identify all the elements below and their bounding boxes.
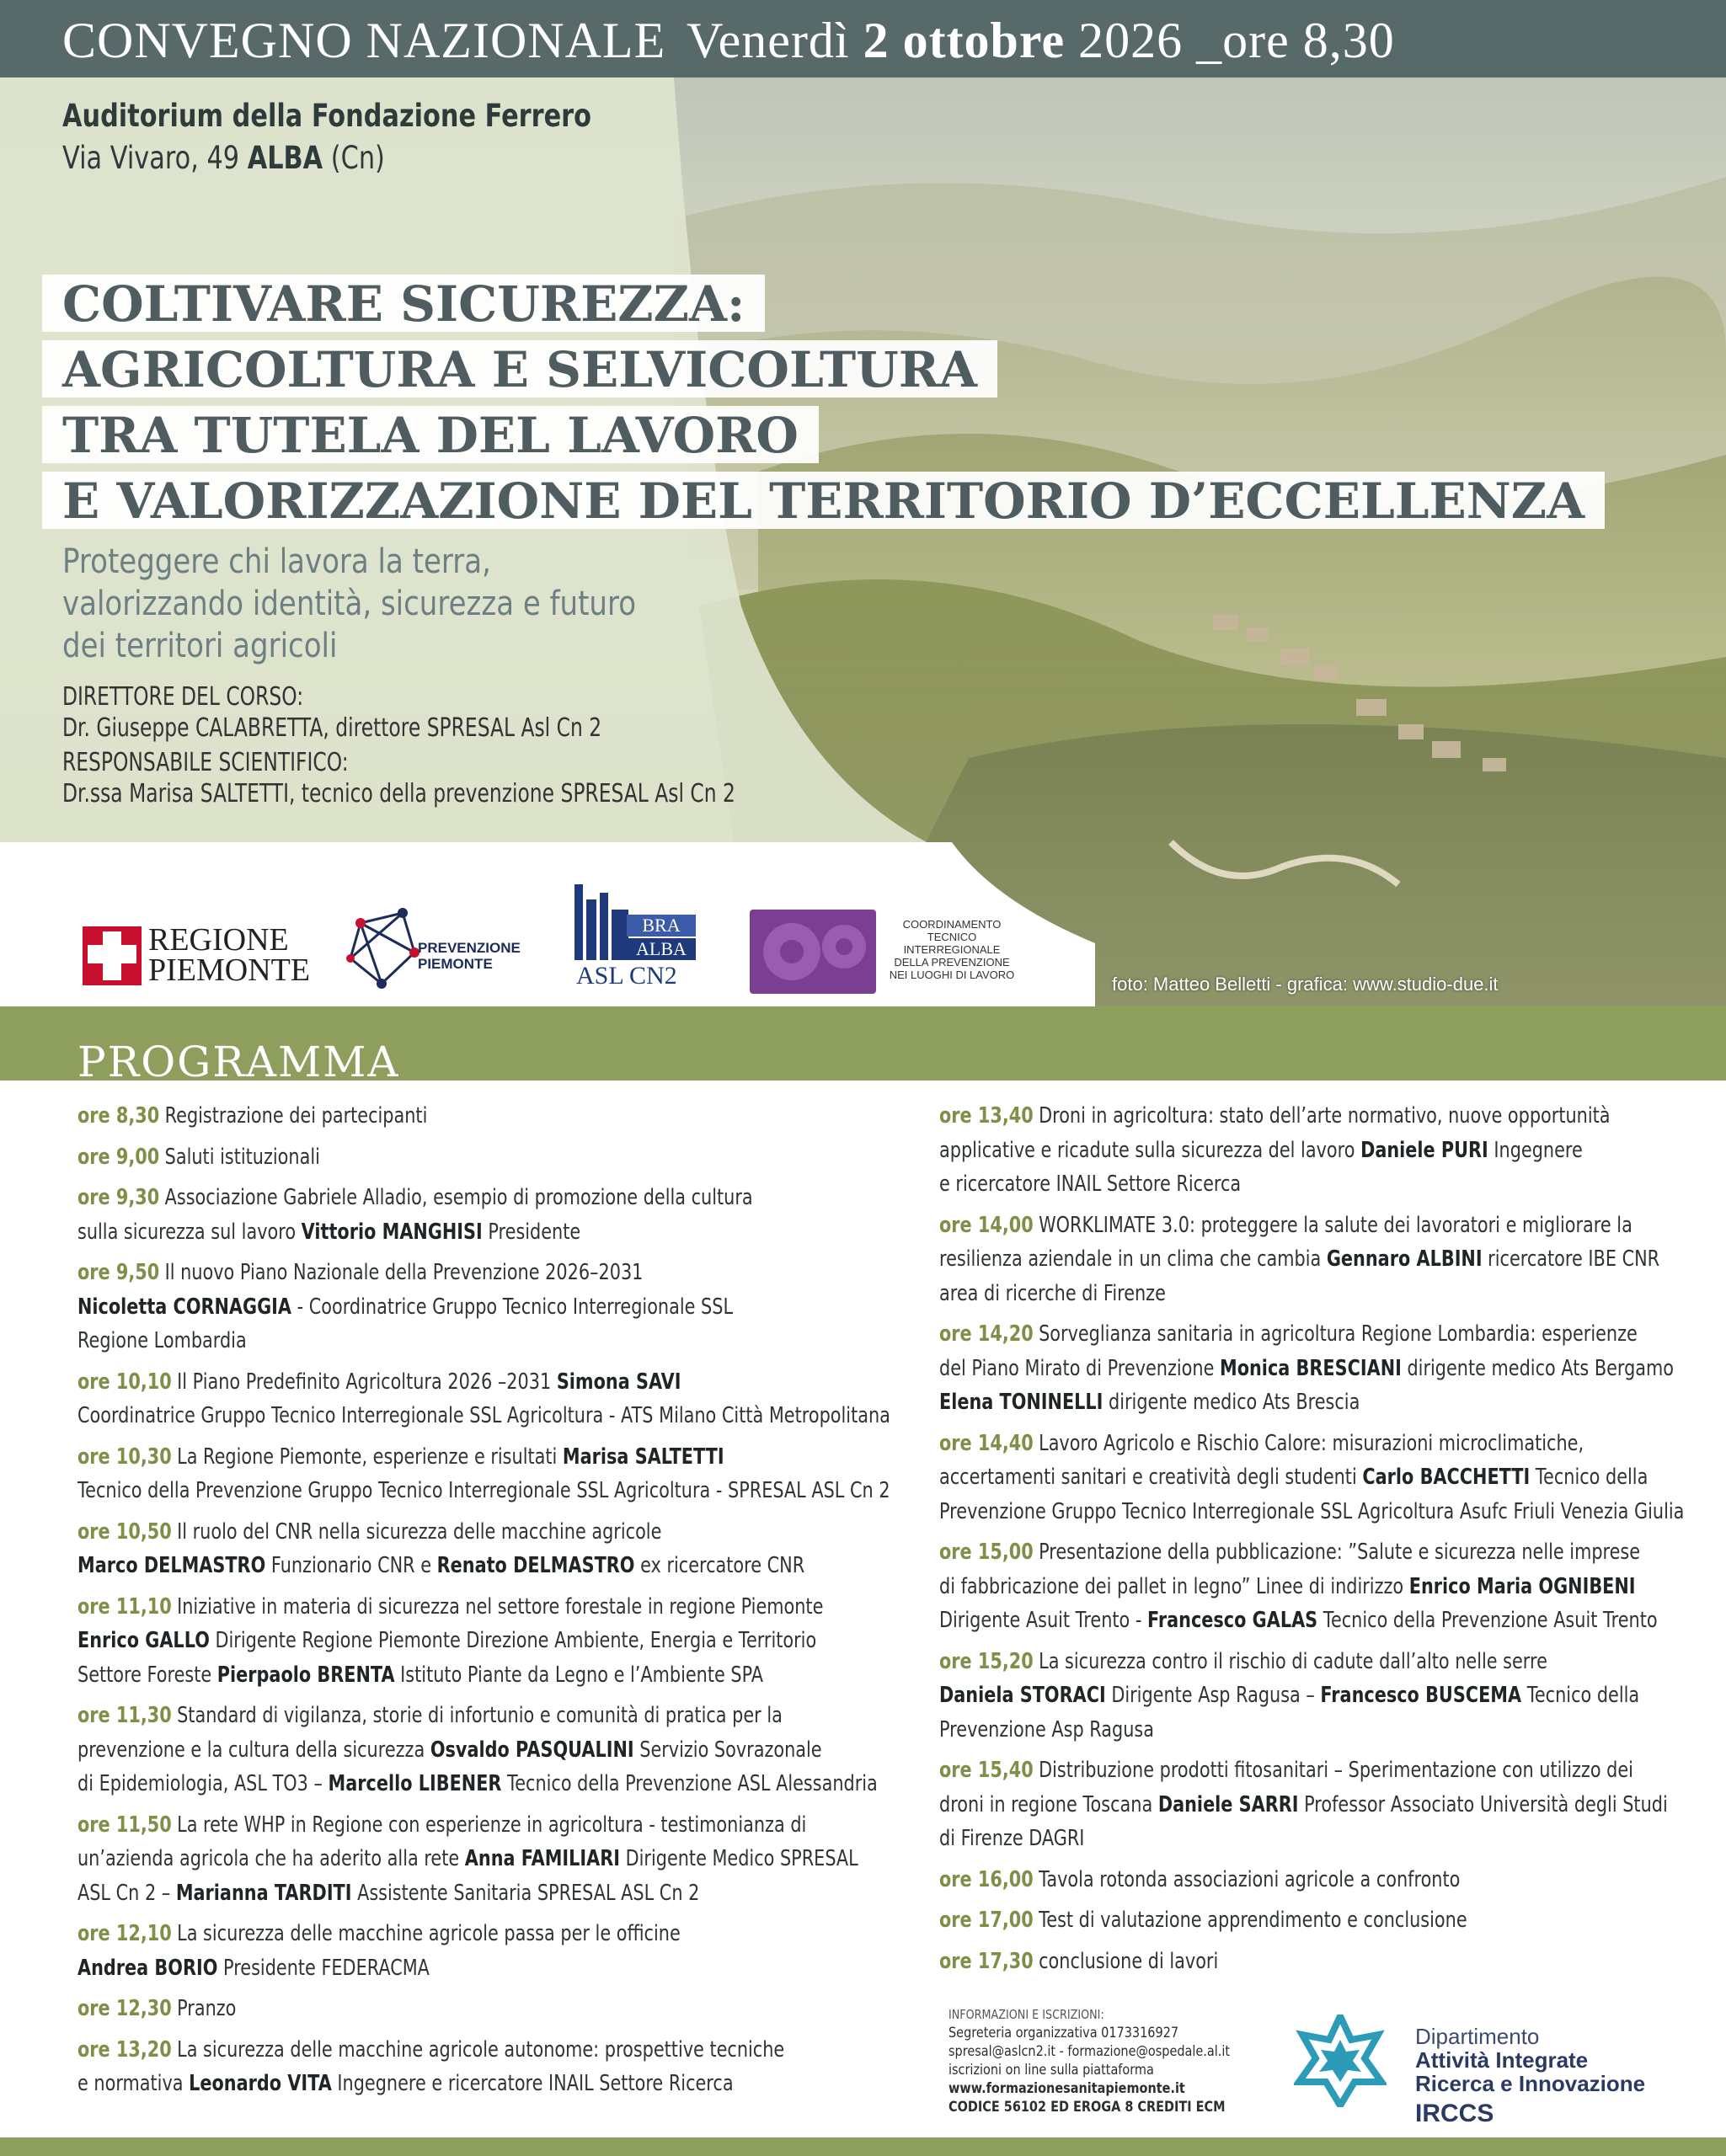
- session-time: ore 9,00: [77, 1144, 160, 1170]
- session-text: e normativa: [77, 2071, 190, 2096]
- programma-item-line: [939, 1460, 1649, 1495]
- photo-credit: foto: Matteo Belletti - grafica: www.studio-due.it: [1112, 974, 1499, 995]
- session-text: Ingegnere: [1488, 1137, 1583, 1163]
- coord-line-3: INTERREGIONALE: [903, 943, 1001, 956]
- coord-line-5: NEI LUOGHI DI LAVORO: [889, 969, 1015, 981]
- speaker-name: Marianna TARDITI: [175, 1880, 352, 1906]
- prevenzione-logo-line-1: PREVENZIONE: [418, 940, 521, 956]
- programma-item-line: [77, 1324, 718, 1358]
- programma-item: [77, 1808, 878, 1911]
- programma-item-line: [939, 1427, 1586, 1461]
- session-text: applicative e ricadute sulla sicurezza del lavoro: [939, 1137, 1361, 1163]
- session-text: Droni in agricoltura: stato dell’arte normativo, nuove opportunità: [1039, 1103, 1611, 1129]
- regione-piemonte-logo: [83, 922, 311, 989]
- subtitle-line-1: Proteggere chi lavora la terra,: [62, 542, 491, 581]
- speaker-name: Monica BRESCIANI: [1220, 1355, 1402, 1381]
- programma-item-line: [939, 1352, 1675, 1386]
- info-email-link[interactable]: spresal@aslcn2.it - formazione@ospedale.al.it: [948, 2043, 1231, 2060]
- programma-item-line: [939, 1535, 1641, 1570]
- session-text: Regione Lombardia: [77, 1328, 247, 1353]
- session-time: ore 16,00: [939, 1866, 1034, 1892]
- programma-item: [939, 1209, 1726, 1311]
- speaker-name: Simona SAVI: [556, 1369, 681, 1395]
- date-weekday: Venerdì: [687, 13, 863, 68]
- speaker-name: Francesco BUSCEMA: [1320, 1683, 1522, 1708]
- programma-item-line: [939, 1277, 1586, 1311]
- programma-item: [939, 1645, 1726, 1748]
- session-text: Tavola rotonda associazioni agricole a confronto: [1039, 1866, 1461, 1892]
- programma-item: [77, 1917, 878, 1985]
- session-text: dirigente medico Ats Brescia: [1103, 1390, 1360, 1415]
- session-text: Tecnico della Prevenzione Asuit Trento: [1317, 1608, 1658, 1633]
- prevenzione-logo-line-2: PIEMONTE: [418, 956, 493, 972]
- title-line-4: E VALORIZZAZIONE DEL TERRITORIO D’ECCELLENZA: [42, 472, 1605, 529]
- session-text: Tecnico della: [1530, 1465, 1649, 1490]
- session-text: Assistente Sanitaria SPRESAL ASL Cn 2: [351, 1880, 700, 1906]
- session-text: Il Piano Predefinito Agricoltura 2026 –2031: [177, 1369, 557, 1395]
- session-time: ore 15,40: [939, 1758, 1034, 1783]
- programma-item: [77, 1515, 878, 1583]
- session-text: Sorveglianza sanitaria in agricoltura Regione Lombardia: esperienze: [1039, 1321, 1638, 1347]
- asl-cn2-logo: [573, 884, 699, 989]
- programma-item-line: [77, 1256, 718, 1290]
- venue-name: Auditorium della Fondazione Ferrero: [62, 98, 591, 134]
- department-line-2: Attività Integrate: [1415, 2047, 1589, 2073]
- coord-line-4: DELLA PREVENZIONE: [894, 956, 1010, 969]
- programma-item: [77, 2033, 878, 2101]
- programma-item-line: [939, 1495, 1685, 1529]
- session-text: conclusione di lavori: [1039, 1948, 1219, 1974]
- speaker-name: Enrico Maria OGNIBENI: [1408, 1573, 1636, 1599]
- programma-item-line: [77, 1474, 890, 1508]
- session-time: ore 12,10: [77, 1921, 172, 1946]
- coord-line-2: TECNICO: [927, 931, 977, 943]
- venue-street: Via Vivaro, 49: [62, 140, 248, 176]
- programma-item: [77, 1699, 878, 1801]
- venue-province: (Cn): [323, 140, 385, 176]
- session-time: ore 15,00: [939, 1540, 1034, 1565]
- speaker-name: Leonardo VITA: [189, 2071, 332, 2096]
- date-time: 2026 _ore 8,30: [1065, 13, 1395, 68]
- programma-item-line: [939, 1570, 1636, 1604]
- department-line-4: IRCCS: [1415, 2100, 1494, 2127]
- programma-item-line: [939, 1385, 1586, 1420]
- session-text: Test di valutazione apprendimento e conclusione: [1039, 1908, 1467, 1933]
- session-text: Il ruolo del CNR nella sicurezza delle macchine agricole: [177, 1518, 662, 1545]
- session-text: Dirigente Regione Piemonte Direzione Ambiente, Energia e Territorio: [209, 1628, 817, 1653]
- asl-name: ASL CN2: [576, 962, 677, 990]
- session-text: sulla sicurezza sul lavoro: [77, 1219, 302, 1245]
- programma-item-line: [77, 1917, 718, 1951]
- coord-line-1: COORDINAMENTO: [902, 918, 1002, 931]
- session-text: Tecnico della: [1521, 1683, 1640, 1708]
- header-band: [0, 0, 1726, 77]
- programma-item-line: [77, 1992, 718, 2026]
- session-text: Saluti istituzionali: [164, 1144, 320, 1170]
- session-time: ore 15,20: [939, 1648, 1034, 1674]
- programma-item: [77, 1181, 878, 1249]
- department-line-3: Ricerca e Innovazione: [1415, 2071, 1646, 2096]
- title-line-1: COLTIVARE SICUREZZA:: [42, 275, 765, 332]
- programma-item-line: [77, 1808, 807, 1843]
- coordinamento-text: [884, 918, 1019, 981]
- session-text: e ricercatore INAIL Settore Ricerca: [939, 1171, 1242, 1197]
- session-text: Tecnico della Prevenzione Gruppo Tecnico Interregionale SSL Agricoltura - SPRESAL ASL Cn 2: [77, 1478, 890, 1503]
- session-text: Prevenzione Asp Ragusa: [939, 1716, 1154, 1742]
- programma-item: [939, 1317, 1726, 1420]
- programma-right-column: [939, 1099, 1726, 1985]
- programma-item-line: [939, 1645, 1586, 1679]
- info-website-link[interactable]: www.formazionesanitapiemonte.it: [948, 2080, 1185, 2097]
- programma-item-line: [77, 1590, 824, 1625]
- speaker-name: Enrico GALLO: [77, 1628, 210, 1653]
- session-text: prevenzione e la cultura della sicurezza: [77, 1737, 430, 1763]
- prevenzione-logo-text: [418, 940, 521, 972]
- star-logo-icon: [1294, 2015, 1387, 2107]
- regione-logo-line-1: REGIONE: [148, 922, 289, 958]
- asl-bra-label: BRA: [627, 915, 696, 937]
- session-time: ore 14,20: [939, 1321, 1034, 1347]
- programma-item-line: [77, 1876, 718, 1911]
- speaker-name: Francesco GALAS: [1147, 1608, 1318, 1633]
- session-text: del Piano Mirato di Prevenzione: [939, 1355, 1221, 1381]
- programma-item-line: [939, 1209, 1632, 1243]
- programma-item-line: [939, 1167, 1586, 1202]
- programma-item-line: [939, 1317, 1638, 1352]
- subtitle-line-3: dei territori agricoli: [62, 627, 338, 665]
- session-text: Dirigente Medico SPRESAL: [620, 1846, 858, 1871]
- session-text: La sicurezza delle macchine agricole passa per le officine: [177, 1921, 681, 1946]
- session-time: ore 8,30: [77, 1103, 160, 1129]
- info-online: iscrizioni on line sulla piattaforma: [948, 2062, 1154, 2079]
- programma-item-line: [77, 1181, 753, 1215]
- programma-item: [939, 1945, 1726, 1979]
- speaker-name: Renato DELMASTRO: [436, 1553, 635, 1578]
- session-time: ore 14,00: [939, 1212, 1034, 1238]
- programma-item-line: [939, 1134, 1586, 1168]
- coordinamento-logo: [750, 910, 1019, 994]
- programma-item: [77, 1440, 890, 1508]
- speaker-name: Pierpaolo BRENTA: [216, 1662, 395, 1688]
- date-day: 2 ottobre: [863, 13, 1066, 68]
- speaker-name: Anna FAMILIARI: [464, 1846, 620, 1871]
- session-text: Funzionario CNR e: [265, 1553, 437, 1578]
- programma-item-line: [77, 1140, 718, 1175]
- session-time: ore 13,40: [939, 1103, 1034, 1129]
- session-text: un’azienda agricola che ha aderito alla rete: [77, 1846, 465, 1871]
- session-text: Associazione Gabriele Alladio, esempio di promozione della cultura: [164, 1185, 753, 1210]
- session-text: Presidente: [482, 1219, 581, 1245]
- session-text: Istituto Piante da Legno e l’Ambiente SPA: [394, 1662, 764, 1688]
- programma-item-line: [77, 1624, 817, 1658]
- programma-item-line: [939, 1788, 1668, 1822]
- session-text: - Coordinatrice Gruppo Tecnico Interregionale SSL: [291, 1294, 734, 1320]
- session-time: ore 14,40: [939, 1430, 1034, 1456]
- programma-item: [77, 1992, 878, 2026]
- venue-address: [62, 140, 385, 176]
- programma-item-line: [77, 1365, 718, 1400]
- programma-item-line: [939, 1822, 1586, 1856]
- department-text: [1415, 2025, 1645, 2129]
- director-name: Dr. Giuseppe CALABRETTA, direttore SPRESAL Asl Cn 2: [62, 713, 602, 743]
- session-time: ore 11,50: [77, 1812, 172, 1838]
- programma-item: [939, 1099, 1726, 1202]
- programma-item-line: [77, 1515, 718, 1550]
- session-time: ore 11,30: [77, 1703, 172, 1728]
- info-segreteria: Segreteria organizzativa 0173316927: [948, 2025, 1179, 2041]
- programma-item-line: [77, 1733, 822, 1768]
- programma-item-line: [77, 1549, 805, 1583]
- programma-item-line: [77, 1842, 858, 1876]
- regione-logo-line-2: PIEMONTE: [148, 953, 311, 988]
- session-text: Ingegnere e ricercatore INAIL Settore Ricerca: [331, 2071, 734, 2096]
- session-text: area di ricerche di Firenze: [939, 1280, 1166, 1306]
- session-text: Registrazione dei partecipanti: [164, 1103, 428, 1129]
- programma-item: [939, 1535, 1726, 1638]
- programma-item-line: [939, 1678, 1640, 1713]
- programma-item: [77, 1256, 878, 1358]
- venue-city: ALBA: [247, 140, 323, 176]
- session-time: ore 12,30: [77, 1996, 172, 2021]
- speaker-name: Elena TONINELLI: [939, 1390, 1103, 1415]
- session-text: di Epidemiologia, ASL TO3 –: [77, 1771, 329, 1796]
- programma-left-column: [77, 1099, 890, 2108]
- hero-section: [0, 0, 1726, 1006]
- info-iscrizioni: [948, 2005, 1269, 2116]
- title-line-2: AGRICOLTURA E SELVICOLTURA: [42, 340, 997, 398]
- programma-item-line: [77, 1099, 718, 1134]
- session-text: Pranzo: [177, 1996, 237, 2021]
- programma-item-line: [939, 1713, 1586, 1748]
- programma-item-line: [939, 1903, 1586, 1938]
- session-time: ore 9,50: [77, 1260, 160, 1285]
- session-text: Prevenzione Gruppo Tecnico Interregionale SSL Agricoltura Asufc Friuli Venezia Giulia: [939, 1498, 1685, 1524]
- programma-item: [77, 1140, 878, 1175]
- session-time: ore 13,20: [77, 2036, 172, 2063]
- programma-heading: PROGRAMMA: [77, 1038, 400, 1086]
- title-line-3: TRA TUTELA DEL LAVORO: [42, 406, 819, 463]
- programma-item-line: [77, 2067, 734, 2101]
- session-text: resilienza aziendale in un clima che cambia: [939, 1246, 1327, 1272]
- session-text: di Firenze DAGRI: [939, 1826, 1085, 1851]
- session-text: Settore Foreste: [77, 1662, 217, 1688]
- session-text: Coordinatrice Gruppo Tecnico Interregionale SSL Agricoltura - ATS Milano Città Metropolitana: [77, 1403, 890, 1428]
- session-text: La Regione Piemonte, esperienze e risultati: [177, 1444, 563, 1470]
- department-line-1: Dipartimento: [1415, 2024, 1540, 2049]
- session-text: ex ricercatore CNR: [634, 1553, 805, 1578]
- session-text: Presidente FEDERACMA: [217, 1955, 430, 1981]
- session-text: Servizio Sovrazonale: [633, 1737, 822, 1763]
- speaker-name: Marco DELMASTRO: [77, 1553, 266, 1578]
- programma-item-line: [939, 1945, 1586, 1979]
- session-text: Distribuzione prodotti fitosanitari – Sperimentazione con utilizzo dei: [1039, 1758, 1633, 1783]
- programma-item: [939, 1903, 1726, 1938]
- programma-item: [939, 1427, 1726, 1529]
- session-text: Lavoro Agricolo e Rischio Calore: misurazioni microclimatiche,: [1039, 1430, 1584, 1456]
- speaker-name: Marcello LIBENER: [328, 1771, 502, 1796]
- programma-item-line: [77, 1440, 724, 1475]
- gear-icon: [750, 910, 876, 994]
- programma-item-line: [939, 1099, 1611, 1134]
- speaker-name: Carlo BACCHETTI: [1362, 1465, 1531, 1490]
- prevenzione-piemonte-logo: [344, 906, 546, 990]
- footer-band: [0, 2137, 1726, 2156]
- programma-item: [77, 1365, 890, 1433]
- session-time: ore 10,10: [77, 1369, 172, 1395]
- speaker-name: Nicoletta CORNAGGIA: [77, 1294, 292, 1320]
- session-text: Tecnico della Prevenzione ASL Alessandria: [501, 1771, 878, 1796]
- programma-item-line: [939, 1604, 1658, 1638]
- session-text: Iniziative in materia di sicurezza nel settore forestale in regione Piemonte: [177, 1593, 824, 1620]
- programma-item: [77, 1099, 878, 1134]
- cross-flag-icon: [83, 926, 142, 985]
- programma-item-line: [939, 1863, 1586, 1897]
- session-text: Il nuovo Piano Nazionale della Prevenzione 2026–2031: [164, 1260, 644, 1285]
- speaker-name: Daniele SARRI: [1157, 1791, 1299, 1817]
- session-text: Standard di vigilanza, storie di infortunio e comunità di pratica per la: [177, 1703, 783, 1728]
- speaker-name: Marisa SALTETTI: [562, 1444, 724, 1470]
- programma-item-line: [939, 1753, 1633, 1788]
- director-label: DIRETTORE DEL CORSO:: [62, 682, 304, 712]
- session-text: accertamenti sanitari e creatività degli studenti: [939, 1465, 1363, 1490]
- programma-item-line: [77, 1767, 878, 1801]
- session-text: WORKLIMATE 3.0: proteggere la salute dei lavoratori e migliorare la: [1039, 1212, 1632, 1238]
- speaker-name: Daniele PURI: [1360, 1137, 1488, 1163]
- session-text: Dirigente Asp Ragusa –: [1105, 1683, 1321, 1708]
- session-text: droni in regione Toscana: [939, 1791, 1158, 1817]
- network-icon: [344, 906, 419, 990]
- session-text: dirigente medico Ats Bergamo: [1401, 1355, 1675, 1381]
- session-time: ore 9,30: [77, 1185, 160, 1210]
- programma-item-line: [77, 1399, 890, 1433]
- asl-alba-label: ALBA: [627, 938, 696, 960]
- programma-item-line: [77, 1215, 718, 1250]
- info-heading: INFORMAZIONI E ISCRIZIONI:: [948, 2007, 1104, 2022]
- speaker-name: Andrea BORIO: [77, 1955, 218, 1981]
- session-text: Professor Associato Università degli Studi: [1298, 1791, 1668, 1817]
- session-time: ore 11,10: [77, 1593, 172, 1620]
- programma-item-line: [77, 1951, 718, 1986]
- programma-item: [939, 1753, 1726, 1856]
- programma-item-line: [77, 1699, 783, 1733]
- speaker-name: Daniela STORACI: [939, 1683, 1106, 1708]
- session-text: di fabbricazione dei pallet in legno” Linee di indirizzo: [939, 1573, 1409, 1599]
- session-text: La rete WHP in Regione con esperienze in agricoltura - testimonianza di: [177, 1812, 807, 1838]
- session-text: ASL Cn 2 –: [77, 1880, 176, 1906]
- programma-item-line: [939, 1242, 1660, 1277]
- event-date: [687, 12, 1395, 70]
- session-time: ore 17,00: [939, 1908, 1034, 1933]
- programma-item: [77, 1590, 878, 1693]
- speaker-name: Vittorio MANGHISI: [301, 1219, 483, 1245]
- subtitle-line-2: valorizzando identità, sicurezza e futuro: [62, 584, 636, 623]
- session-text: ricercatore IBE CNR: [1482, 1246, 1660, 1272]
- programma-item-line: [77, 2033, 785, 2068]
- towers-icon: [573, 884, 632, 962]
- scientific-name: Dr.ssa Marisa SALTETTI, tecnico della prevenzione SPRESAL Asl Cn 2: [62, 779, 735, 808]
- scientific-label: RESPONSABILE SCIENTIFICO:: [62, 748, 349, 777]
- session-text: Dirigente Asuit Trento -: [939, 1608, 1147, 1633]
- session-time: ore 17,30: [939, 1948, 1034, 1974]
- programma-item-line: [77, 1290, 734, 1325]
- session-time: ore 10,50: [77, 1518, 172, 1545]
- programma-item: [939, 1863, 1726, 1897]
- info-ecm-code: CODICE 56102 ED EROGA 8 CREDITI ECM: [948, 2099, 1226, 2116]
- session-text: La sicurezza contro il rischio di cadute dall’alto nelle serre: [1039, 1648, 1547, 1674]
- regione-logo-text: [148, 922, 311, 988]
- event-type: CONVEGNO NAZIONALE: [62, 13, 666, 68]
- session-time: ore 10,30: [77, 1444, 172, 1470]
- session-text: La sicurezza delle macchine agricole autonome: prospettive tecniche: [177, 2036, 785, 2063]
- programma-item-line: [77, 1658, 764, 1693]
- session-text: Presentazione della pubblicazione: ”Salute e sicurezza nelle imprese: [1039, 1540, 1641, 1565]
- speaker-name: Gennaro ALBINI: [1326, 1246, 1483, 1272]
- speaker-name: Osvaldo PASQUALINI: [430, 1737, 634, 1763]
